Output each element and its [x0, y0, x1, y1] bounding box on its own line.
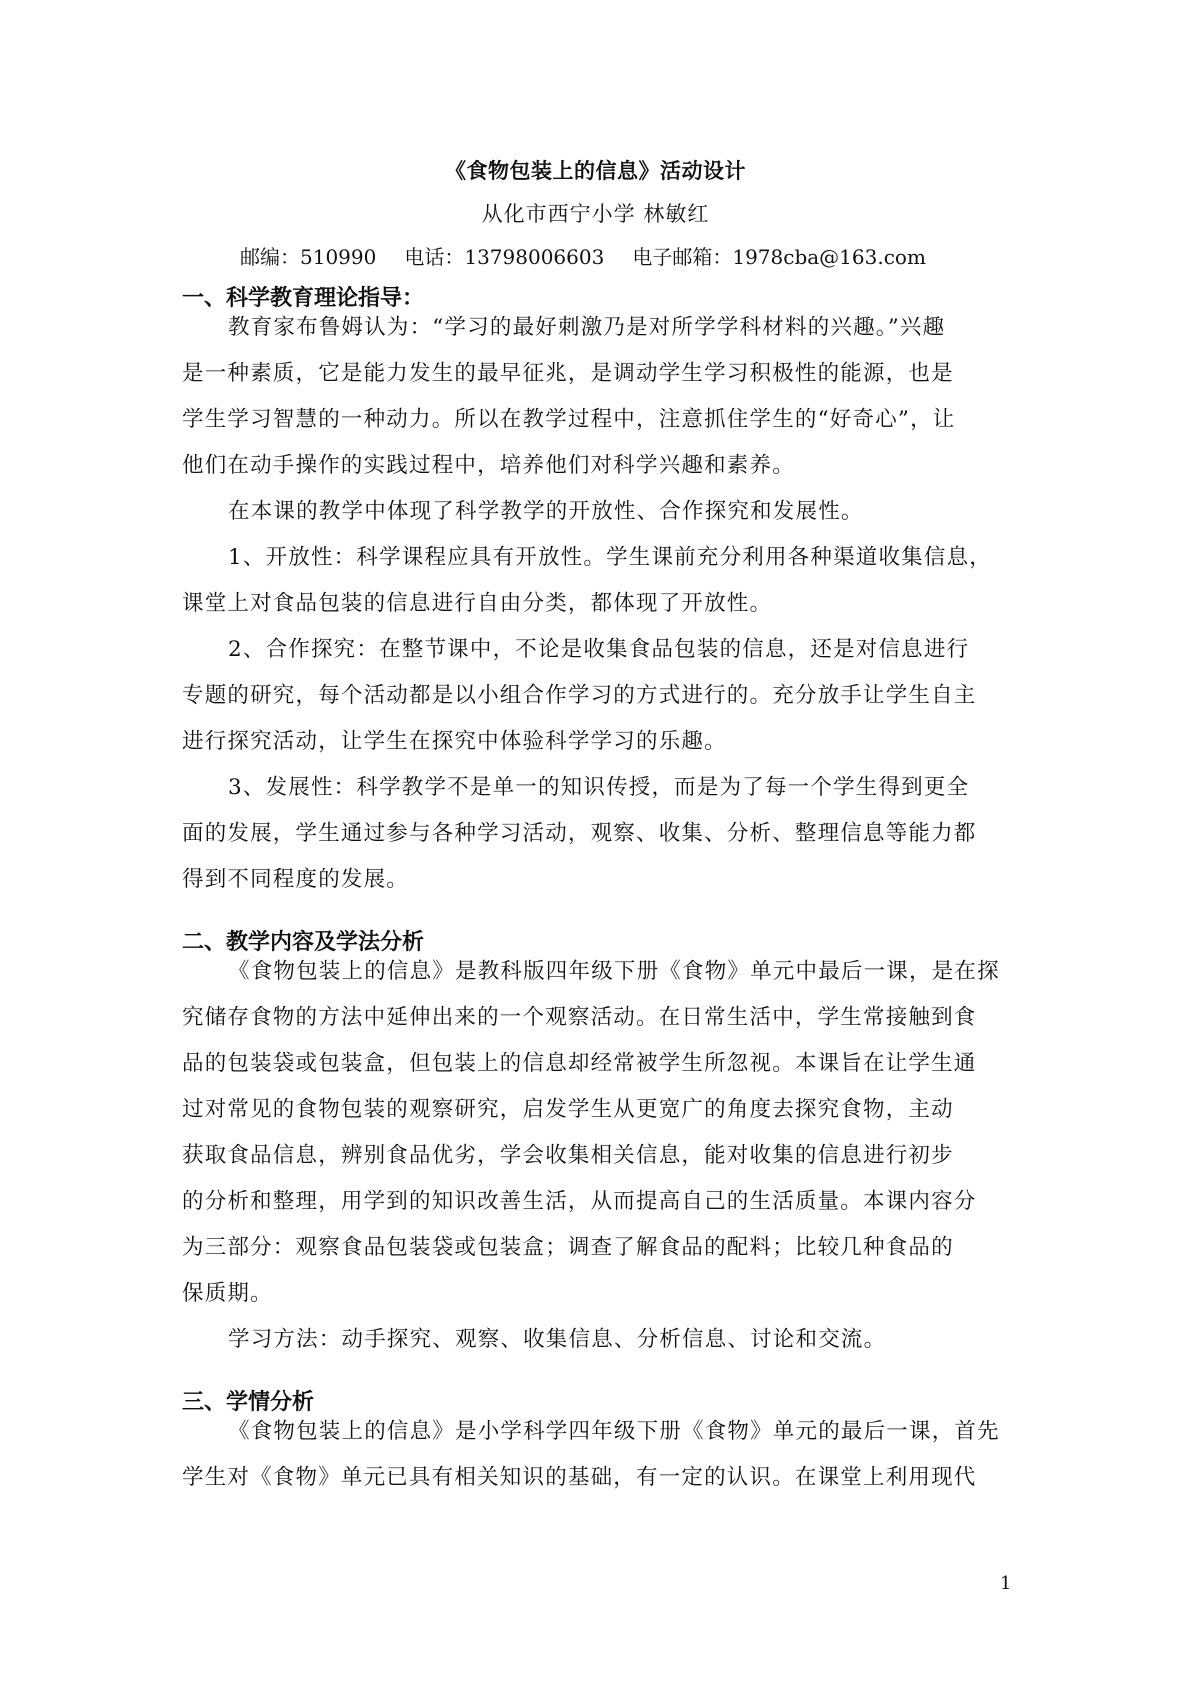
text-line: 学生对《食物》单元已具有相关知识的基础，有一定的认识。在课堂上利用现代: [182, 1465, 977, 1490]
text-line: 《食物包装上的信息》是教科版四年级下册《食物》单元中最后一课，是在探: [228, 959, 1000, 984]
text-line: 1、开放性：科学课程应具有开放性。学生课前充分利用各种渠道收集信息，: [228, 545, 992, 570]
text-line: 他们在动手操作的实践过程中，培养他们对科学兴趣和素养。: [182, 453, 795, 478]
paragraph: [182, 765, 1012, 903]
paragraph: [182, 535, 1012, 627]
text-line: 学生学习智慧的一种动力。所以在教学过程中，注意抓住学生的“好奇心”，让: [182, 407, 956, 432]
text-line: 教育家布鲁姆认为：“学习的最好刺激乃是对所学学科材料的兴趣。”兴趣: [228, 315, 946, 340]
section-heading-1: 一、科学教育理论指导：: [182, 285, 425, 311]
text-line: 面的发展，学生通过参与各种学习活动，观察、收集、分析、整理信息等能力都: [182, 821, 977, 846]
phone: 电话：13798006603: [404, 245, 605, 269]
text-line: 是一种素质，它是能力发生的最早征兆，是调动学生学习积极性的能源，也是: [182, 361, 954, 386]
paragraph: [182, 627, 1012, 765]
text-line: 专题的研究，每个活动都是以小组合作学习的方式进行的。充分放手让学生自主: [182, 683, 977, 708]
paragraph: [182, 949, 1012, 1317]
paragraph: [182, 305, 1012, 489]
postcode: 邮编：510990: [240, 245, 377, 269]
text-line: 2、合作探究：在整节课中，不论是收集食品包装的信息，还是对信息进行: [228, 637, 970, 662]
document-title: 《食物包装上的信息》活动设计: [445, 158, 746, 183]
text-line: 得到不同程度的发展。: [182, 867, 410, 892]
text-line: 品的包装袋或包装盒，但包装上的信息却经常被学生所忽视。本课旨在让学生通: [182, 1051, 977, 1076]
paragraph: [182, 1409, 1012, 1501]
text-line: 的分析和整理，用学到的知识改善生活，从而提高自己的生活质量。本课内容分: [182, 1189, 977, 1214]
contact-line: [240, 241, 926, 270]
text-line: 3、发展性：科学教学不是单一的知识传授，而是为了每一个学生得到更全: [228, 775, 970, 800]
text-line: 进行探究活动，让学生在探究中体验科学学习的乐趣。: [182, 729, 727, 754]
text-line: 为三部分：观察食品包装袋或包装盒；调查了解食品的配料；比较几种食品的: [182, 1235, 954, 1260]
section-heading-3: 三、学情分析: [182, 1389, 315, 1415]
paragraph: [182, 1317, 1012, 1363]
text-line: 在本课的教学中体现了科学教学的开放性、合作探究和发展性。: [228, 499, 864, 524]
text-line: 学习方法：动手探究、观察、收集信息、分析信息、讨论和交流。: [228, 1327, 887, 1352]
paragraph: [182, 489, 1012, 535]
author-line: 从化市西宁小学 林敏红: [481, 202, 710, 226]
text-line: 《食物包装上的信息》是小学科学四年级下册《食物》单元的最后一课，首先: [228, 1419, 1000, 1444]
section-heading-2: 二、教学内容及学法分析: [182, 929, 425, 955]
page-number: 1: [1000, 1573, 1012, 1594]
text-line: 获取食品信息，辨别食品优劣，学会收集相关信息，能对收集的信息进行初步: [182, 1143, 954, 1168]
text-line: 课堂上对食品包装的信息进行自由分类，都体现了开放性。: [182, 591, 773, 616]
text-line: 过对常见的食物包装的观察研究，启发学生从更宽广的角度去探究食物，主动: [182, 1097, 954, 1122]
text-line: 究储存食物的方法中延伸出来的一个观察活动。在日常生活中，学生常接触到食: [182, 1005, 977, 1030]
text-line: 保质期。: [182, 1281, 273, 1306]
email: 电子邮箱：1978cba@163.com: [632, 245, 926, 269]
